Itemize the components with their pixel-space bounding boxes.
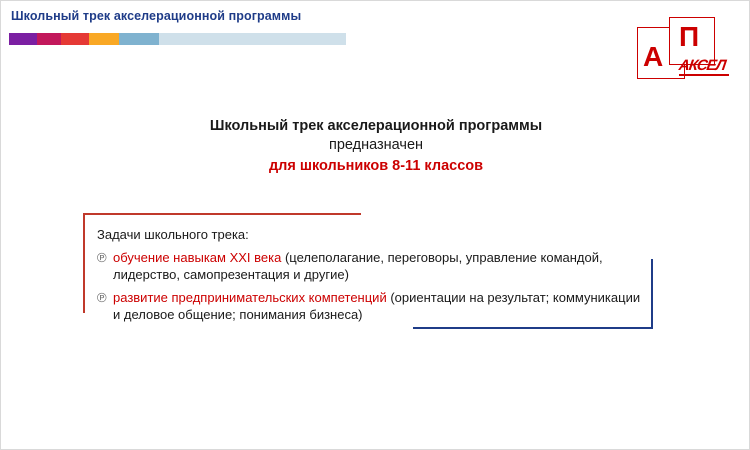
color-swatch-1 — [9, 33, 37, 45]
list-item — [97, 249, 645, 284]
title-line-1: Школьный трек акселерационной программы — [209, 118, 543, 134]
list-item-accent: развитие предпринимательских компетенций — [113, 289, 387, 305]
color-swatch-2 — [37, 33, 61, 45]
logo-underline — [679, 74, 729, 76]
tasks-border-right — [651, 259, 653, 329]
tasks-list — [97, 249, 645, 329]
header-title: Школьный трек акселерационной программы — [11, 9, 302, 23]
header-color-bar — [9, 33, 346, 45]
color-swatch-4 — [89, 33, 119, 45]
tasks-panel — [83, 213, 653, 335]
list-item — [97, 289, 645, 324]
logo-letter-a: А — [643, 41, 664, 72]
color-swatch-3 — [61, 33, 89, 45]
list-item-text — [113, 249, 645, 284]
logo-letter-p: П — [679, 21, 700, 52]
color-swatch-6 — [159, 33, 346, 45]
paperclip-icon: ℗ — [97, 250, 107, 265]
list-item-rest: (ориентации на результат; коммуникации и деловое общение; понимания бизнеса) — [113, 289, 641, 323]
logo-wordmark: АКСЕЛ — [677, 57, 727, 74]
list-item-text — [113, 289, 645, 324]
logo — [637, 17, 731, 83]
list-item-rest: (целеполагание, переговоры, управление командой, лидерство, самопрезентация и другие) — [113, 250, 603, 283]
title-line-2: предназначен — [328, 137, 424, 154]
color-swatch-5 — [119, 33, 159, 45]
title-line-3: для школьников 8-11 классов — [268, 158, 484, 175]
tasks-heading: Задачи школьного трека: — [97, 227, 249, 242]
paperclip-icon: ℗ — [97, 289, 107, 305]
tasks-border-top — [83, 213, 361, 215]
list-item-accent: обучение навыкам XXI века — [113, 250, 282, 265]
tasks-border-left — [83, 213, 85, 313]
page-title — [1, 117, 750, 176]
